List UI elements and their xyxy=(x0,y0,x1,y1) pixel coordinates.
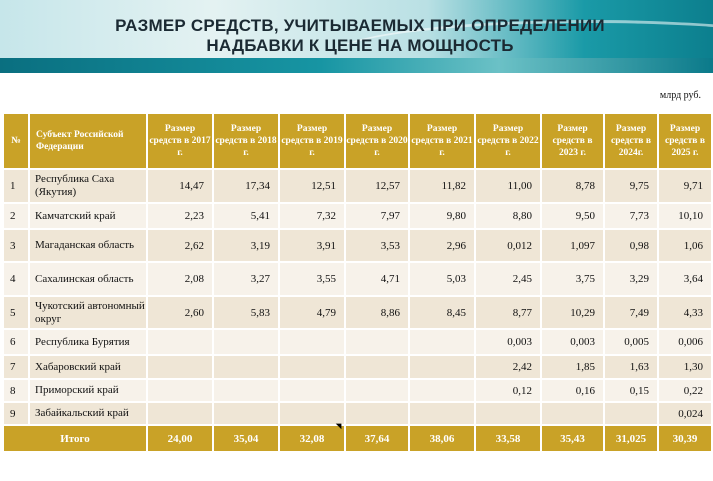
value-cell: 7,32 xyxy=(279,203,345,229)
value-cell xyxy=(147,329,213,355)
value-cell: 3,19 xyxy=(213,229,279,262)
value-cell: 4,79 xyxy=(279,296,345,329)
value-cell xyxy=(345,379,409,402)
value-cell xyxy=(213,402,279,425)
value-cell: 11,00 xyxy=(475,169,541,203)
table-row xyxy=(3,379,712,402)
subject-name: Камчатский край xyxy=(29,203,147,229)
value-cell xyxy=(147,379,213,402)
subject-name: Чукотский автономный округ xyxy=(29,296,147,329)
value-cell: 7,49 xyxy=(604,296,658,329)
table-row xyxy=(3,355,712,379)
value-cell: 1,85 xyxy=(541,355,604,379)
header-year: Размер средств в 2020 г. xyxy=(345,113,409,169)
subject-name: Республика Бурятия xyxy=(29,329,147,355)
value-cell: 0,003 xyxy=(475,329,541,355)
value-cell: 2,08 xyxy=(147,262,213,296)
table-row xyxy=(3,203,712,229)
total-value: 30,39 xyxy=(658,425,712,452)
value-cell xyxy=(279,402,345,425)
value-cell xyxy=(213,355,279,379)
value-cell: 9,75 xyxy=(604,169,658,203)
value-cell: 3,91 xyxy=(279,229,345,262)
page-title-line1: РАЗМЕР СРЕДСТВ, УЧИТЫВАЕМЫХ ПРИ ОПРЕДЕЛЕНИИ xyxy=(115,16,605,35)
value-cell: 2,96 xyxy=(409,229,475,262)
value-cell xyxy=(345,355,409,379)
value-cell xyxy=(541,402,604,425)
header-year: Размер средств в 2017 г. xyxy=(147,113,213,169)
total-value: 38,06 xyxy=(409,425,475,452)
value-cell: 8,45 xyxy=(409,296,475,329)
value-cell: 5,83 xyxy=(213,296,279,329)
row-number: 7 xyxy=(3,355,29,379)
value-cell: 8,77 xyxy=(475,296,541,329)
total-value: 24,00 xyxy=(147,425,213,452)
total-value: 32,08 xyxy=(279,425,345,452)
subject-name: Хабаровский край xyxy=(29,355,147,379)
value-cell: 10,10 xyxy=(658,203,712,229)
value-cell: 3,64 xyxy=(658,262,712,296)
value-cell xyxy=(409,379,475,402)
value-cell: 12,57 xyxy=(345,169,409,203)
total-value: 35,43 xyxy=(541,425,604,452)
value-cell xyxy=(213,379,279,402)
value-cell: 7,97 xyxy=(345,203,409,229)
value-cell: 0,15 xyxy=(604,379,658,402)
value-cell: 0,005 xyxy=(604,329,658,355)
table-row xyxy=(3,229,712,262)
row-number: 3 xyxy=(3,229,29,262)
value-cell: 8,80 xyxy=(475,203,541,229)
total-value: 31,025 xyxy=(604,425,658,452)
page-title-line2: НАДБАВКИ К ЦЕНЕ НА МОЩНОСТЬ xyxy=(206,36,514,55)
value-cell: 5,03 xyxy=(409,262,475,296)
value-cell: 2,62 xyxy=(147,229,213,262)
total-row xyxy=(3,425,712,452)
value-cell xyxy=(213,329,279,355)
value-cell: 11,82 xyxy=(409,169,475,203)
value-cell: 9,71 xyxy=(658,169,712,203)
table-header-row xyxy=(3,113,712,169)
row-number: 4 xyxy=(3,262,29,296)
table-row xyxy=(3,402,712,425)
value-cell: 0,22 xyxy=(658,379,712,402)
value-cell: 10,29 xyxy=(541,296,604,329)
table-row xyxy=(3,169,712,203)
value-cell xyxy=(409,329,475,355)
value-cell xyxy=(147,402,213,425)
header-subject: Субъект Российской Федерации xyxy=(29,113,147,169)
value-cell xyxy=(279,329,345,355)
header-year: Размер средств в 2019 г. xyxy=(279,113,345,169)
header-year: Размер средств в 2023 г. xyxy=(541,113,604,169)
value-cell: 2,42 xyxy=(475,355,541,379)
value-cell: 3,55 xyxy=(279,262,345,296)
header-year: Размер средств в 2024г. xyxy=(604,113,658,169)
value-cell: 4,71 xyxy=(345,262,409,296)
value-cell: 0,012 xyxy=(475,229,541,262)
total-value: 35,04 xyxy=(213,425,279,452)
header-year: Размер средств в 2021 г. xyxy=(409,113,475,169)
value-cell: 9,80 xyxy=(409,203,475,229)
value-cell xyxy=(409,402,475,425)
value-cell: 1,097 xyxy=(541,229,604,262)
value-cell: 12,51 xyxy=(279,169,345,203)
value-cell: 7,73 xyxy=(604,203,658,229)
funds-table xyxy=(2,112,713,453)
value-cell xyxy=(279,355,345,379)
header-year: Размер средств в 2025 г. xyxy=(658,113,712,169)
value-cell xyxy=(345,329,409,355)
value-cell: 3,27 xyxy=(213,262,279,296)
value-cell: 0,024 xyxy=(658,402,712,425)
value-cell: 1,63 xyxy=(604,355,658,379)
row-number: 8 xyxy=(3,379,29,402)
row-number: 2 xyxy=(3,203,29,229)
total-label: Итого xyxy=(3,425,147,452)
subject-name: Республика Саха (Якутия) xyxy=(29,169,147,203)
value-cell: 4,33 xyxy=(658,296,712,329)
value-cell: 9,50 xyxy=(541,203,604,229)
value-cell: 0,12 xyxy=(475,379,541,402)
value-cell: 2,45 xyxy=(475,262,541,296)
value-cell: 17,34 xyxy=(213,169,279,203)
total-value: 33,58 xyxy=(475,425,541,452)
subject-name: Магаданская область xyxy=(29,229,147,262)
value-cell: 2,60 xyxy=(147,296,213,329)
value-cell xyxy=(345,402,409,425)
value-cell: 3,53 xyxy=(345,229,409,262)
total-value: 37,64 xyxy=(345,425,409,452)
row-number: 5 xyxy=(3,296,29,329)
row-number: 1 xyxy=(3,169,29,203)
value-cell xyxy=(475,402,541,425)
value-cell: 1,30 xyxy=(658,355,712,379)
subject-name: Приморский край xyxy=(29,379,147,402)
value-cell: 5,41 xyxy=(213,203,279,229)
value-cell xyxy=(147,355,213,379)
value-cell xyxy=(409,355,475,379)
header-year: Размер средств в 2018 г. xyxy=(213,113,279,169)
value-cell: 1,06 xyxy=(658,229,712,262)
subject-name: Забайкальский край xyxy=(29,402,147,425)
value-cell: 8,86 xyxy=(345,296,409,329)
header-year: Размер средств в 2022 г. xyxy=(475,113,541,169)
value-cell: 3,29 xyxy=(604,262,658,296)
table-row xyxy=(3,262,712,296)
subject-name: Сахалинская область xyxy=(29,262,147,296)
table-row xyxy=(3,329,712,355)
value-cell: 0,16 xyxy=(541,379,604,402)
value-cell: 2,23 xyxy=(147,203,213,229)
value-cell: 0,003 xyxy=(541,329,604,355)
row-number: 9 xyxy=(3,402,29,425)
value-cell: 0,006 xyxy=(658,329,712,355)
unit-label: млрд руб. xyxy=(659,90,701,101)
value-cell: 14,47 xyxy=(147,169,213,203)
value-cell xyxy=(279,379,345,402)
value-cell: 3,75 xyxy=(541,262,604,296)
header-num: № xyxy=(3,113,29,169)
value-cell xyxy=(604,402,658,425)
table-row xyxy=(3,296,712,329)
row-number: 6 xyxy=(3,329,29,355)
value-cell: 0,98 xyxy=(604,229,658,262)
value-cell: 8,78 xyxy=(541,169,604,203)
